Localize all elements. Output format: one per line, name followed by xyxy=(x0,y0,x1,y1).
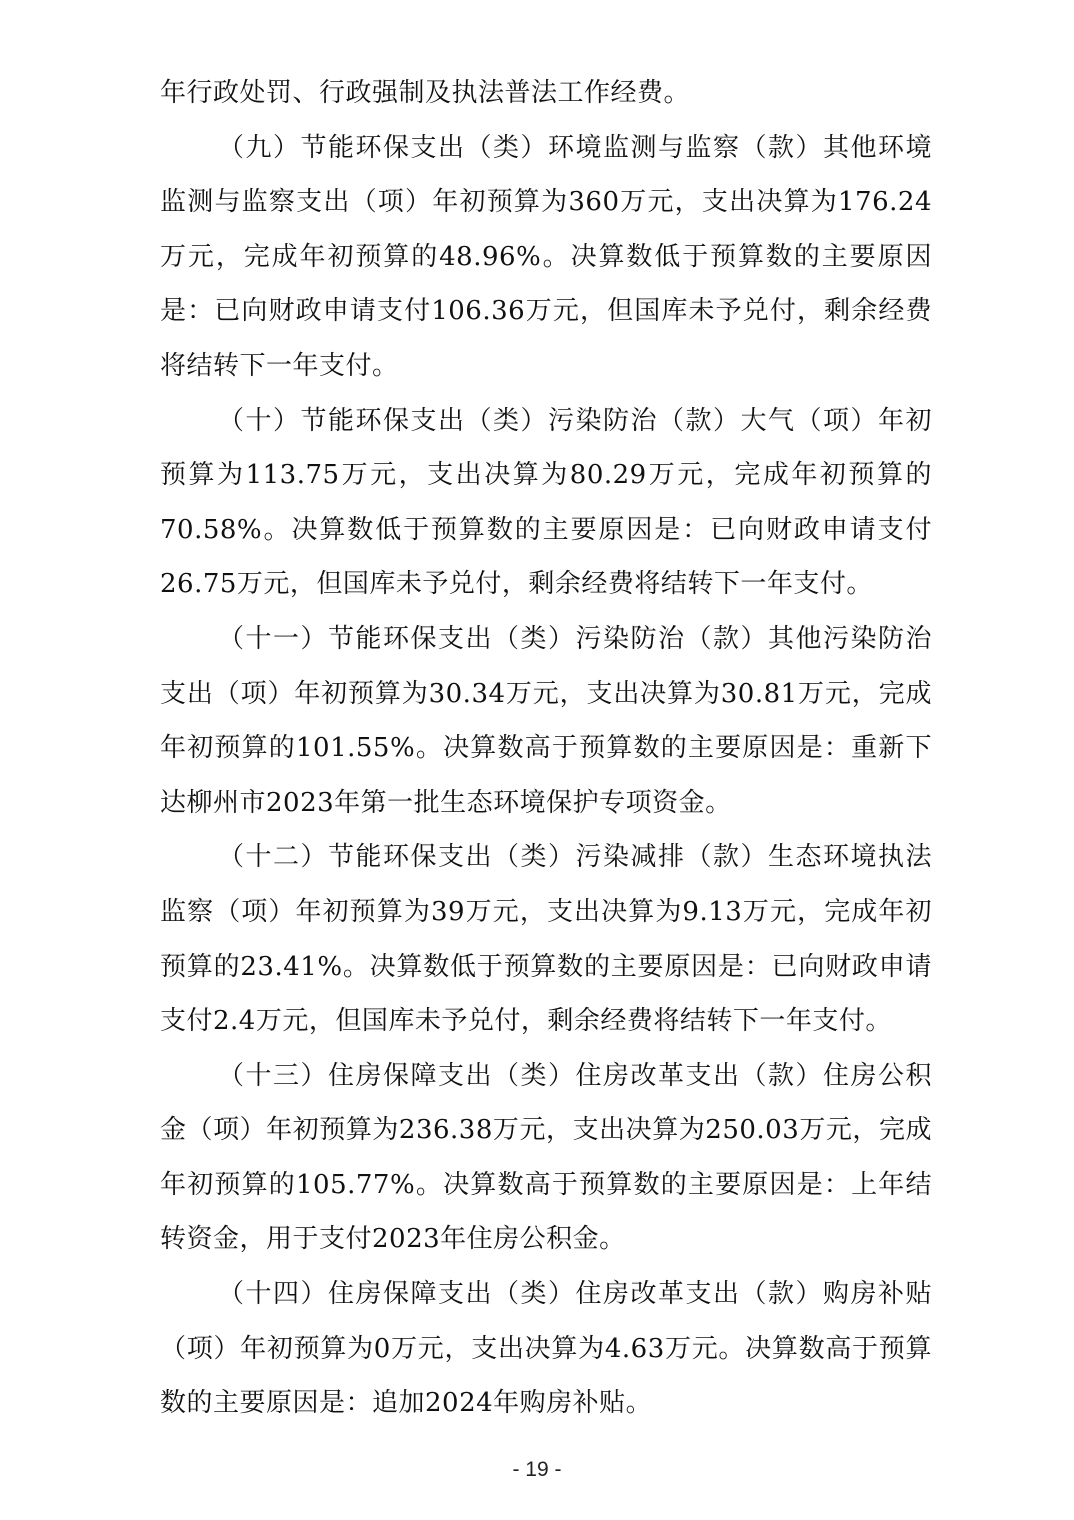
paragraph-item-11: （十一）节能环保支出（类）污染防治（款）其他污染防治支出（项）年初预算为30.34万元，支出决算为30.81万元，完成年初预算的101.55%。决算数高于预算数的主要原因是：重新下达柳州市2023年第一批生态环境保护专项资金。 xyxy=(160,623,932,818)
paragraph-continued: 年行政处罚、行政强制及执法普法工作经费。 xyxy=(160,78,691,108)
paragraph-item-12: （十二）节能环保支出（类）污染减排（款）生态环境执法监察（项）年初预算为39万元，支出决算为9.13万元，完成年初预算的23.41%。决算数低于预算数的主要原因是：已向财政申请支付2.4万元，但国库未予兑付，剩余经费将结转下一年支付。 xyxy=(160,842,932,1037)
paragraph-item-10: （十）节能环保支出（类）污染防治（款）大气（项）年初预算为113.75万元，支出决算为80.29万元，完成年初预算的70.58%。决算数低于预算数的主要原因是：已向财政申请支付26.75万元，但国库未予兑付，剩余经费将结转下一年支付。 xyxy=(160,405,932,600)
paragraph-item-9: （九）节能环保支出（类）环境监测与监察（款）其他环境监测与监察支出（项）年初预算为360万元，支出决算为176.24万元，完成年初预算的48.96%。决算数低于预算数的主要原因是：已向财政申请支付106.36万元，但国库未予兑付，剩余经费将结转下一年支付。 xyxy=(160,132,932,381)
paragraph-item-14: （十四）住房保障支出（类）住房改革支出（款）购房补贴（项）年初预算为0万元，支出决算为4.63万元。决算数高于预算数的主要原因是：追加2024年购房补贴。 xyxy=(160,1279,932,1419)
document-body xyxy=(160,66,932,1431)
page-number: - 19 - xyxy=(512,1458,562,1481)
paragraph-item-13: （十三）住房保障支出（类）住房改革支出（款）住房公积金（项）年初预算为236.38万元，支出决算为250.03万元，完成年初预算的105.77%。决算数高于预算数的主要原因是：上年结转资金，用于支付2023年住房公积金。 xyxy=(160,1060,932,1255)
